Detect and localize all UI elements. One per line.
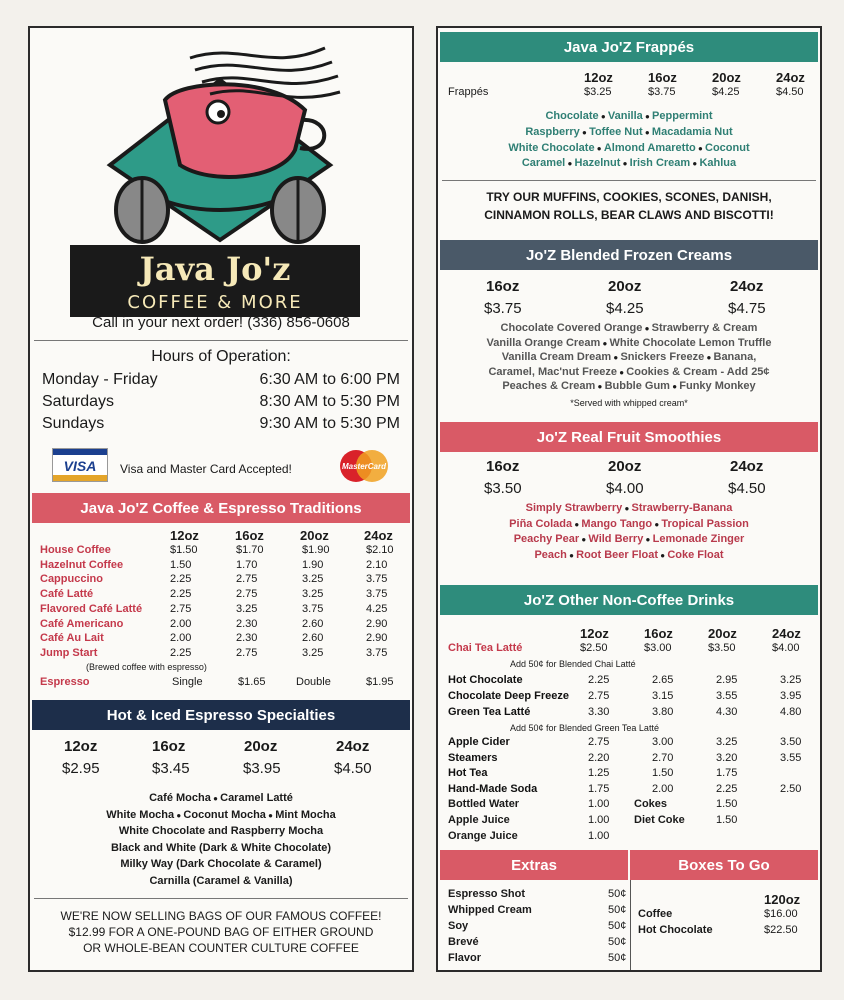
coffee-bean-icon: ●: [594, 143, 604, 153]
coffee-bean-icon: ●: [658, 550, 668, 560]
visa-card-icon: VISA: [52, 448, 108, 482]
bakery-promo: TRY OUR MUFFINS, COOKIES, SCONES, DANISH, CINNAMON ROLLS, BEAR CLAWS AND BISCOTTI!: [484, 190, 774, 222]
single-price-row: Bottled Water 1.00: [448, 798, 610, 810]
extras-row: Flavor 50¢: [448, 952, 627, 964]
extras-row: Soy 50¢: [448, 920, 627, 932]
noncoffee-size-header: 12oz 16oz 20oz 24oz: [580, 626, 801, 641]
soda-price-row: Diet Coke 1.50: [634, 814, 738, 826]
jump-start-note: (Brewed coffee with espresso): [86, 662, 207, 672]
coffee-bean-icon: ●: [695, 143, 705, 153]
specialty-flavor-line: White Chocolate and Raspberry Mocha: [118, 825, 324, 837]
coffee-price-row: Jump Start 2.25 2.75 3.25 3.75: [40, 646, 388, 659]
smoothies-section-header: Jo'Z Real Fruit Smoothies: [440, 422, 818, 452]
noncoffee-price-row: Hot Tea 1.25 1.50 1.75: [448, 767, 738, 779]
specialties-section-header: Hot & Iced Espresso Specialties: [32, 700, 410, 730]
left-menu-panel: Java Jo'z COFFEE & MORE Call in your next order! (336) 856-0608 Hours of Operation: Monday - Friday 6:30 AM to 6:00 PM Saturdays 8:30 AM to 5:30 PM Sundays 9:30 AM to 5:30 PM VISA Visa and Master Card Accepted! MasterCard Java Jo'Z Coffee & Espresso Traditions 12oz 16oz 20oz 24oz House Coffee $1.50 $1.70 $1.90 $2.10 Hazelnut Coffee 1.50 1.70 1.90 2.10 Cappuccino 2.25 2.75 3.25 3.75 Café Latté 2.25 2.75 3.25 3.75 Flavored Café Latté 2.75 3.25 3.75 4.25 Café Americano 2.00 2.30 2.60 2.90 Café Au Lait 2.00 2.30 2.60 2.90 Jump Start 2.25 2.75 3.25 3.75 (Brewed coffee with espresso) Espresso Single $1.65 Double $1.95 Hot & Iced Espresso Specialties 12oz 16oz 20oz 24oz $2.95 $3.45 $3.95 $4.50 Café Mocha ● Caramel Latté White Mocha ● Coconut Mocha ● Mint Mocha White Chocolate and Raspberry Mocha Black and White (Dark & White Chocolate) Milky Way (Dark Chocolate & Caramel) Carnilla (Caramel & Vanilla) WE'RE NOW SELLING BAGS OF OUR FAMOUS COFFEE! $12.99 FOR A ONE-POUND BAG OF EITHER GROUND OR WHOLE-BEAN COUNTER CULTURE COFFEE: [28, 26, 414, 972]
specialty-flavor-line: Milky Way (Dark Chocolate & Caramel): [120, 858, 322, 870]
phone-order-line: Call in your next order! (336) 856-0608: [92, 314, 350, 331]
single-price-row: Orange Juice 1.00: [448, 830, 610, 842]
coffee-bean-icon: ●: [620, 159, 630, 169]
coffee-price-row: Café Americano 2.00 2.30 2.60 2.90: [40, 617, 388, 630]
coffee-price-row: Café Au Lait 2.00 2.30 2.60 2.90: [40, 632, 388, 645]
specialty-flavor-line: Café Mocha ● Caramel Latté: [149, 792, 293, 804]
divider: [442, 180, 816, 181]
coffee-bean-icon: ●: [643, 535, 653, 544]
coffee-price-row: Hazelnut Coffee 1.50 1.70 1.90 2.10: [40, 558, 388, 571]
coffee-bean-icon: ●: [265, 810, 276, 820]
served-note: *Served with whipped cream*: [570, 398, 688, 408]
frappe-flavor-line: Chocolate ● Vanilla ● Peppermint: [545, 110, 713, 122]
coffee-price-row: Flavored Café Latté 2.75 3.25 3.75 4.25: [40, 602, 388, 615]
coffee-price-row: Cappuccino 2.25 2.75 3.25 3.75: [40, 573, 388, 586]
frozen-section-header: Jo'Z Blended Frozen Creams: [440, 240, 818, 270]
coffee-price-row: Café Latté 2.25 2.75 3.25 3.75: [40, 588, 388, 601]
smoothie-flavor-line: Piña Colada ● Mango Tango ● Tropical Passion: [509, 517, 749, 530]
coffee-bean-icon: ●: [611, 353, 621, 363]
divider: [34, 340, 408, 341]
right-menu-panel: Java Jo'Z Frappés 12oz 16oz 20oz 24oz Frappés $3.25 $3.75 $4.25 $4.50 Chocolate ● Vanilla ● Peppermint Raspberry ● Toffee Nut ● Macadamia Nut White Chocolate ● Almond Amaretto ● Coconut Caramel ● Hazelnut ● Irish Cream ● Kahlua TRY OUR MUFFINS, COOKIES, SCONES, DANISH, CINNAMON ROLLS, BEAR CLAWS AND BISCOTTI! Jo'Z Blended Frozen Creams 16oz 20oz 24oz $3.75 $4.25 $4.75 Chocolate Covered Orange ● Strawberry & Cream Vanilla Orange Cream ● White Chocolate Lemon Truffle Vanilla Cream Dream ● Snickers Freeze ● Banana, Caramel, Mac'nut Freeze ● Cookies & Cream - Add 25¢ Peaches & Cream ● Bubble Gum ● Funky Monkey *Served with whipped cream* Jo'Z Real Fruit Smoothies 16oz 20oz 24oz $3.50 $4.00 $4.50 Simply Strawberry ● Strawberry-Banana Piña Colada ● Mango Tango ● Tropical Passion Peachy Pear ● Wild Berry ● Lemonade Zinger Peach ● Root Beer Float ● Coke Float Jo'Z Other Non-Coffee Drinks 12oz 16oz 20oz 24oz Chai Tea Latté $2.50 $3.00 $3.50 $4.00 Add 50¢ for Blended Chai Latté Hot Chocolate 2.25 2.65 2.95 3.25 Chocolate Deep Freeze 2.75 3.15 3.55 3.95 Green Tea Latté 3.30 3.80 4.30 4.80 Add 50¢ for Blended Green Tea Latté Apple Cider 2.75 3.00 3.25 3.50 Steamers 2.20 2.70 3.20 3.55 Hot Tea 1.25 1.50 1.75 Hand-Made Soda 1.75 2.00 2.25 2.50 Bottled Water 1.00 Apple Juice 1.00 Orange Juice 1.00 Cokes 1.50 Diet Coke 1.50 Extras Boxes To Go Espresso Shot 50¢ Whipped Cream 50¢ Soy 50¢ Brevé 50¢ Flavor 50¢ 120oz Coffee $16.00 Hot Chocolate $22.50: [436, 26, 822, 972]
coffee-bean-icon: ●: [617, 367, 627, 377]
extras-header: Extras: [440, 850, 628, 880]
frozen-flavor-line: Chocolate Covered Orange ● Strawberry & Cream: [500, 322, 758, 334]
hours-row: Monday - Friday 6:30 AM to 6:00 PM: [42, 371, 400, 388]
single-price-row: Apple Juice 1.00: [448, 814, 610, 826]
coffee-bean-icon: ●: [566, 550, 577, 560]
noncoffee-price-row: Steamers 2.20 2.70 3.20 3.55: [448, 751, 802, 764]
svg-text:MasterCard: MasterCard: [341, 462, 387, 471]
coffee-section-header: Java Jo'Z Coffee & Espresso Traditions: [32, 493, 410, 523]
cards-accepted-text: Visa and Master Card Accepted!: [120, 462, 292, 476]
frappe-flavor-line: White Chocolate ● Almond Amaretto ● Coconut: [508, 141, 750, 154]
boxes-header: Boxes To Go: [628, 850, 818, 880]
specialty-flavor-line: Black and White (Dark & White Chocolate): [110, 841, 332, 854]
coffee-bean-icon: ●: [579, 127, 590, 137]
noncoffee-price-row: Chocolate Deep Freeze 2.75 3.15 3.55 3.95: [448, 690, 802, 702]
extras-row: Whipped Cream 50¢: [448, 904, 627, 916]
coffee-bean-icon: ●: [600, 338, 610, 348]
boxes-row: Hot Chocolate $22.50: [638, 924, 798, 936]
coffee-bean-icon: ●: [642, 127, 652, 137]
noncoffee-price-row: Apple Cider 2.75 3.00 3.25 3.50: [448, 736, 802, 748]
coffee-bean-icon: ●: [210, 794, 221, 803]
boxes-size: 120oz: [764, 892, 801, 907]
coffee-bean-icon: ●: [174, 810, 184, 820]
frozen-flavor-line: Peaches & Cream ● Bubble Gum ● Funky Monkey: [502, 380, 756, 393]
noncoffee-section-header: Jo'Z Other Non-Coffee Drinks: [440, 585, 818, 615]
coffee-bean-icon: ●: [642, 324, 652, 333]
coffee-bean-icon: ●: [704, 353, 714, 363]
smoothie-flavor-line: Simply Strawberry ● Strawberry-Banana: [525, 502, 733, 514]
chai-row: Chai Tea Latté $2.50 $3.00 $3.50 $4.00: [448, 642, 800, 654]
coffee-bean-icon: ●: [690, 159, 700, 169]
frappe-flavor-line: Raspberry ● Toffee Nut ● Macadamia Nut: [525, 125, 733, 138]
coffee-bags-note: WE'RE NOW SELLING BAGS OF OUR FAMOUS COFFEE! $12.99 FOR A ONE-POUND BAG OF EITHER GROUND OR WHOLE-BEAN COUNTER CULTURE COFFEE: [60, 909, 382, 955]
chai-note: Add 50¢ for Blended Chai Latté: [510, 659, 636, 669]
coffee-bean-icon: ●: [669, 382, 680, 392]
extras-row: Espresso Shot 50¢: [448, 888, 627, 900]
coffee-price-row: House Coffee $1.50 $1.70 $1.90 $2.10: [40, 544, 394, 556]
brand-tagline: COFFEE & MORE: [127, 292, 303, 313]
coffee-bean-icon: ●: [598, 112, 608, 121]
noncoffee-price-row: Hot Chocolate 2.25 2.65 2.95 3.25: [448, 674, 802, 686]
frappe-flavor-line: Caramel ● Hazelnut ● Irish Cream ● Kahlua: [521, 157, 737, 170]
coffee-bean-icon: ●: [595, 382, 605, 392]
green-tea-note: Add 50¢ for Blended Green Tea Latté: [510, 723, 659, 733]
frozen-flavor-line: Vanilla Cream Dream ● Snickers Freeze ● Banana,: [501, 351, 757, 364]
smoothie-flavor-line: Peachy Pear ● Wild Berry ● Lemonade Zinger: [513, 533, 745, 545]
hours-row: Saturdays 8:30 AM to 5:30 PM: [42, 393, 400, 410]
coffee-bean-icon: ●: [579, 535, 589, 544]
smoothie-flavor-line: Peach ● Root Beer Float ● Coke Float: [534, 548, 724, 561]
hours-title: Hours of Operation:: [151, 348, 291, 365]
coffee-bean-icon: ●: [652, 519, 662, 529]
mastercard-icon: [334, 448, 394, 484]
coffee-bean-icon: ●: [642, 112, 653, 121]
boxes-row: Coffee $16.00: [638, 908, 798, 920]
noncoffee-price-row: Hand-Made Soda 1.75 2.00 2.25 2.50: [448, 782, 802, 795]
frappes-section-header: Java Jo'Z Frappés: [440, 32, 818, 62]
hours-row: Sundays 9:30 AM to 5:30 PM: [42, 415, 400, 432]
noncoffee-price-row: Green Tea Latté 3.30 3.80 4.30 4.80: [448, 706, 802, 718]
extras-row: Brevé 50¢: [448, 936, 627, 948]
frozen-flavor-line: Vanilla Orange Cream ● White Chocolate Lemon Truffle: [486, 336, 772, 349]
specialty-flavor-line: White Mocha ● Coconut Mocha ● Mint Mocha: [106, 808, 336, 821]
payment-methods: [52, 448, 392, 484]
frozen-flavor-line: Caramel, Mac'nut Freeze ● Cookies & Cream - Add 25¢: [488, 365, 770, 378]
divider: [34, 898, 408, 899]
specialty-flavor-line: Carnilla (Caramel & Vanilla): [149, 874, 293, 887]
coffee-size-header: 12oz 16oz 20oz 24oz: [170, 528, 393, 543]
coffee-bean-icon: ●: [622, 504, 632, 513]
soda-price-row: Cokes 1.50: [634, 798, 738, 810]
coffee-bean-icon: ●: [565, 159, 575, 169]
brand-name: Java Jo'z: [139, 250, 291, 288]
coffee-bean-icon: ●: [572, 519, 582, 529]
espresso-row: Espresso Single $1.65 Double $1.95: [40, 676, 394, 688]
frappe-size-header: 12oz 16oz 20oz 24oz: [584, 70, 805, 85]
java-joz-logo: [70, 40, 370, 320]
frappe-price-row: Frappés $3.25 $3.75 $4.25 $4.50: [448, 86, 804, 98]
extras-boxes-header: [440, 850, 818, 880]
